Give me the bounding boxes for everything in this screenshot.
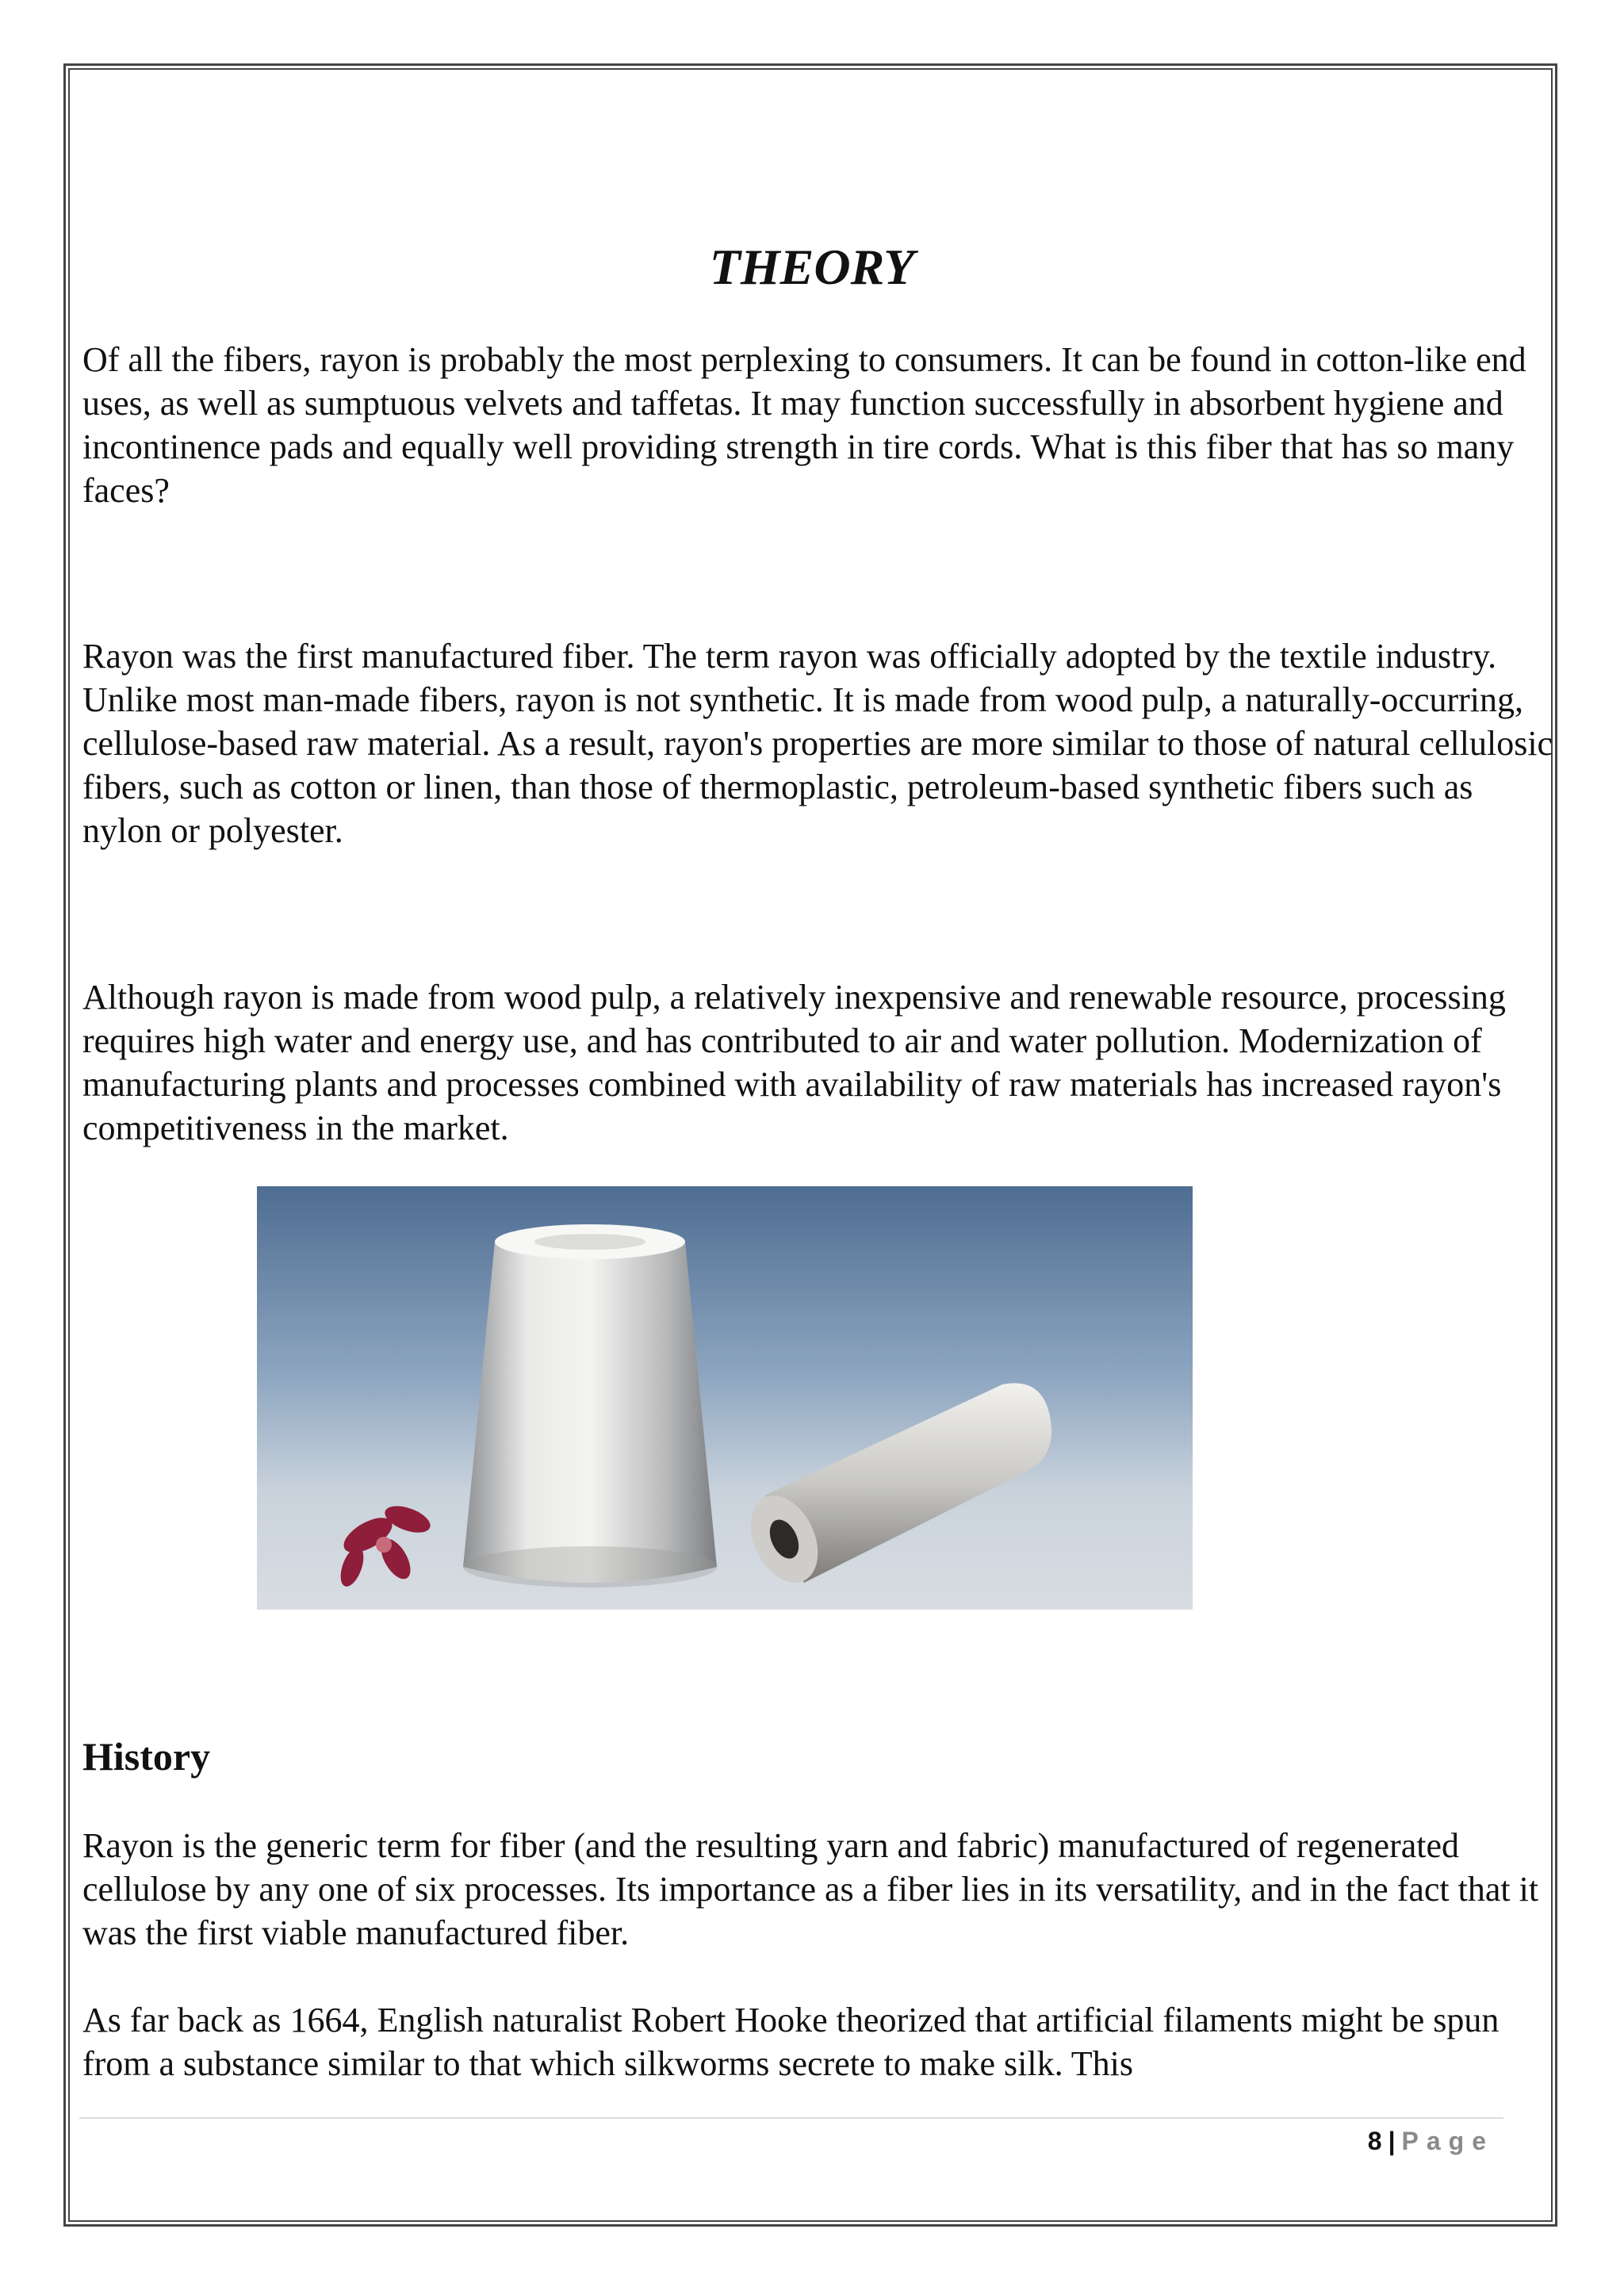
section-heading-history: History: [82, 1734, 211, 1779]
page-label: Page: [1401, 2127, 1494, 2155]
paragraph-wood-pulp: Although rayon is made from wood pulp, a relatively inexpensive and renewable resource, processing requires high water and energy use, and has contributed to air and water pollution. Modernization of manufacturing plants and processes combined with availability of raw materials has increased rayon's competitiveness in the market.: [82, 978, 1506, 1147]
paragraph-history-hooke: As far back as 1664, English naturalist Robert Hooke theorized that artificial filaments might be spun from a substance similar to that which silkworms secrete to make silk. This: [82, 2001, 1500, 2083]
paragraph-first-manufactured-fiber: Rayon was the first manufactured fiber. The term rayon was officially adopted by the textile industry. Unlike most man-made fibers, rayon is not synthetic. It is made from wood pulp, a naturally-occurring, cellulose-based raw material. As a result, rayon's properties are more similar to those of natural cellulosic fibers, such as cotton or linen, than those of thermoplastic, petroleum-based synthetic fibers such as nylon or polyester.: [82, 637, 1553, 850]
page-title: THEORY: [709, 239, 915, 295]
page-number: 8: [1367, 2127, 1382, 2155]
footer-separator: |: [1388, 2127, 1396, 2155]
footer-divider: [79, 2117, 1503, 2119]
paragraph-intro: Of all the fibers, rayon is probably the most perplexing to consumers. It can be found in cotton-like end uses, as well as sumptuous velvets and taffetas. It may function successfully in absorbent hygiene and incontinence pads and equally well providing strength in tire cords. What is this fiber that has so many faces?: [82, 340, 1526, 510]
rayon-yarn-photo: [257, 1186, 1193, 1610]
page-footer: [1368, 2127, 1494, 2156]
paragraph-history-generic-term: Rayon is the generic term for fiber (and the resulting yarn and fabric) manufactured of regenerated cellulose by any one of six processes. Its importance as a fiber lies in its versatility, and in the fact that it was the first viable manufactured fiber.: [82, 1826, 1539, 1952]
